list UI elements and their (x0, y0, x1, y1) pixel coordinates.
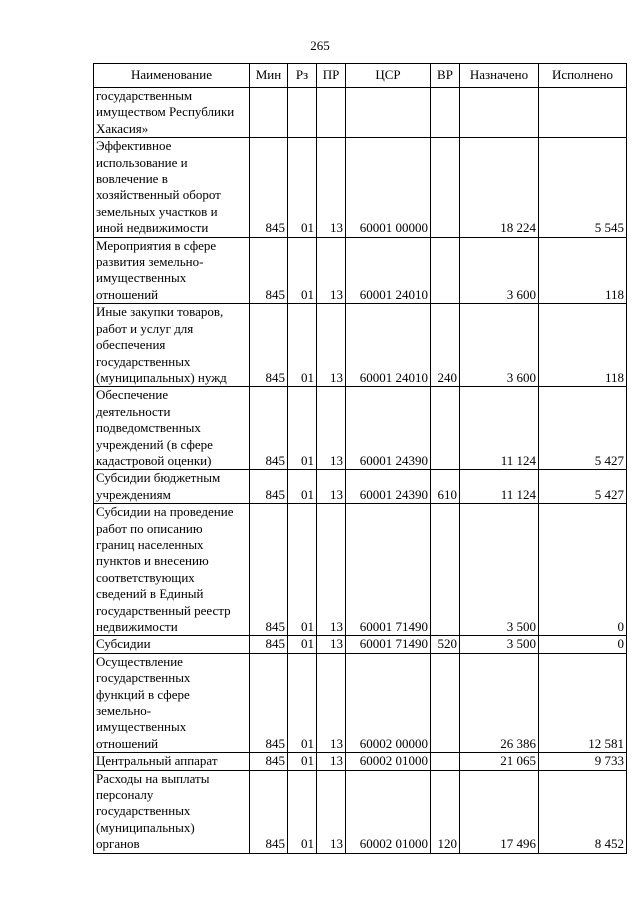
cell-csr: 60001 24010 (346, 304, 431, 387)
row-name-cell (94, 470, 250, 504)
cell-pr: 13 (317, 304, 346, 387)
cell-min: 845 (250, 387, 288, 470)
table-row (94, 504, 627, 636)
row-name-line: персоналу (96, 787, 154, 803)
row-name-line: работ по описанию (96, 520, 203, 536)
cell-csr: 60002 01000 (346, 770, 431, 853)
row-name-cell (94, 636, 250, 653)
row-name-cell (94, 237, 250, 304)
row-name-line: пунктов и внесению (96, 553, 209, 569)
cell-assigned: 21 065 (460, 753, 539, 770)
row-name-line: имуществом Республики (96, 104, 235, 120)
table-row (94, 470, 627, 504)
cell-pr: 13 (317, 470, 346, 504)
cell-csr: 60001 24390 (346, 470, 431, 504)
row-name-line: государственных (96, 353, 191, 369)
cell-rz: 01 (288, 504, 317, 636)
row-name-line: Субсидии на проведение (96, 504, 234, 520)
cell-csr: 60001 24390 (346, 387, 431, 470)
cell-rz: 01 (288, 387, 317, 470)
row-name-cell (94, 504, 250, 636)
cell-csr: 60001 71490 (346, 504, 431, 636)
cell-rz: 01 (288, 138, 317, 237)
cell-rz: 01 (288, 770, 317, 853)
cell-pr: 13 (317, 138, 346, 237)
row-name-line: Эффективное (96, 138, 172, 154)
page-number: 265 (310, 38, 330, 53)
cell-pr (317, 88, 346, 138)
row-name-line: подведомственных (96, 420, 201, 436)
row-name-line: деятельности (96, 403, 171, 419)
table-row (94, 304, 627, 387)
row-name-line: Субсидии бюджетным (96, 470, 221, 486)
cell-assigned: 18 224 (460, 138, 539, 237)
row-name-line: (муниципальных) (96, 819, 195, 835)
table-row (94, 753, 627, 770)
cell-assigned: 3 500 (460, 504, 539, 636)
table-row (94, 237, 627, 304)
row-name-line: государственным (96, 88, 193, 103)
column-header-name: Наименование (94, 64, 250, 88)
row-name-cell (94, 387, 250, 470)
row-name-cell (94, 770, 250, 853)
cell-csr (346, 88, 431, 138)
cell-rz: 01 (288, 470, 317, 504)
row-name-line: имущественных (96, 270, 187, 286)
cell-csr: 60002 00000 (346, 653, 431, 752)
budget-table (93, 63, 627, 854)
cell-rz (288, 88, 317, 138)
cell-min: 845 (250, 753, 288, 770)
cell-assigned: 11 124 (460, 387, 539, 470)
cell-vr (431, 237, 460, 304)
row-name-line: Иные закупки товаров, (96, 304, 224, 320)
row-name-line: Субсидии (96, 636, 151, 652)
cell-executed: 5 427 (539, 470, 627, 504)
cell-executed: 5 545 (539, 138, 627, 237)
table-row (94, 653, 627, 752)
cell-csr: 60001 00000 (346, 138, 431, 237)
row-name-line: земельно- (96, 703, 152, 719)
cell-vr (431, 653, 460, 752)
row-name-line: сведений в Единый (96, 586, 204, 602)
cell-vr: 120 (431, 770, 460, 853)
row-name-line: кадастровой оценки) (96, 452, 212, 468)
row-name-line: вовлечение в (96, 171, 168, 187)
cell-min: 845 (250, 653, 288, 752)
cell-executed: 8 452 (539, 770, 627, 853)
row-name-line: Хакасия» (96, 120, 149, 136)
cell-executed: 0 (539, 636, 627, 653)
row-name-line: недвижимости (96, 619, 178, 634)
cell-assigned: 11 124 (460, 470, 539, 504)
column-header-vr: ВР (431, 64, 460, 88)
cell-min: 845 (250, 237, 288, 304)
cell-min: 845 (250, 470, 288, 504)
row-name-line: имущественных (96, 719, 187, 735)
cell-rz: 01 (288, 304, 317, 387)
cell-csr: 60002 01000 (346, 753, 431, 770)
cell-assigned: 26 386 (460, 653, 539, 752)
cell-min: 845 (250, 770, 288, 853)
cell-min: 845 (250, 138, 288, 237)
table-row (94, 88, 627, 138)
cell-vr (431, 138, 460, 237)
cell-min: 845 (250, 504, 288, 636)
row-name-line: функций в сфере (96, 686, 190, 702)
cell-min: 845 (250, 636, 288, 653)
cell-vr (431, 88, 460, 138)
cell-csr: 60001 71490 (346, 636, 431, 653)
cell-vr: 610 (431, 470, 460, 504)
cell-min (250, 88, 288, 138)
row-name-line: использование и (96, 154, 188, 170)
table-row (94, 636, 627, 653)
cell-assigned: 17 496 (460, 770, 539, 853)
row-name-cell (94, 304, 250, 387)
row-name-cell (94, 753, 250, 770)
row-name-line: государственных (96, 803, 191, 819)
row-name-cell (94, 138, 250, 237)
cell-csr: 60001 24010 (346, 237, 431, 304)
row-name-cell (94, 88, 250, 138)
row-name-line: границ населенных (96, 536, 204, 552)
cell-pr: 13 (317, 504, 346, 636)
cell-executed: 0 (539, 504, 627, 636)
cell-vr: 240 (431, 304, 460, 387)
cell-rz: 01 (288, 237, 317, 304)
row-name-line: Центральный аппарат (96, 753, 218, 769)
row-name-line: учреждений (в сфере (96, 436, 213, 452)
cell-assigned: 3 600 (460, 304, 539, 387)
row-name-line: (муниципальных) нужд (96, 369, 227, 385)
column-header-pr: ПР (317, 64, 346, 88)
cell-executed (539, 88, 627, 138)
row-name-line: органов (96, 836, 140, 852)
cell-pr: 13 (317, 237, 346, 304)
row-name-line: отношений (96, 286, 159, 302)
cell-assigned: 3 500 (460, 636, 539, 653)
cell-assigned: 3 600 (460, 237, 539, 304)
row-name-line: развития земельно- (96, 254, 204, 270)
cell-vr (431, 753, 460, 770)
row-name-line: иной недвижимости (96, 220, 209, 236)
row-name-cell (94, 653, 250, 752)
cell-pr: 13 (317, 653, 346, 752)
cell-min: 845 (250, 304, 288, 387)
cell-executed: 12 581 (539, 653, 627, 752)
cell-pr: 13 (317, 636, 346, 653)
cell-pr: 13 (317, 387, 346, 470)
cell-rz: 01 (288, 753, 317, 770)
cell-rz: 01 (288, 653, 317, 752)
cell-assigned (460, 88, 539, 138)
row-name-line: Расходы на выплаты (96, 770, 210, 786)
row-name-line: Обеспечение (96, 387, 169, 403)
column-header-assigned: Назначено (460, 64, 539, 88)
cell-rz: 01 (288, 636, 317, 653)
cell-vr (431, 387, 460, 470)
column-header-executed: Исполнено (539, 64, 627, 88)
row-name-line: государственных (96, 670, 191, 686)
row-name-line: обеспечения (96, 337, 166, 353)
table-row (94, 138, 627, 237)
row-name-line: земельных участков и (96, 203, 218, 219)
cell-vr: 520 (431, 636, 460, 653)
table-header-row (94, 64, 627, 88)
column-header-csr: ЦСР (346, 64, 431, 88)
cell-executed: 5 427 (539, 387, 627, 470)
row-name-line: государственный реестр (96, 602, 231, 618)
cell-vr (431, 504, 460, 636)
row-name-line: Осуществление (96, 653, 183, 669)
row-name-line: соответствующих (96, 569, 195, 585)
row-name-line: хозяйственный оборот (96, 187, 221, 203)
column-header-rz: Рз (288, 64, 317, 88)
cell-executed: 9 733 (539, 753, 627, 770)
column-header-min: Мин (250, 64, 288, 88)
table-row (94, 387, 627, 470)
cell-pr: 13 (317, 753, 346, 770)
cell-pr: 13 (317, 770, 346, 853)
row-name-line: Мероприятия в сфере (96, 237, 217, 253)
row-name-line: учреждениям (96, 486, 171, 502)
cell-executed: 118 (539, 304, 627, 387)
table-body (94, 88, 627, 854)
row-name-line: отношений (96, 735, 159, 751)
row-name-line: работ и услуг для (96, 320, 194, 336)
table-row (94, 770, 627, 853)
cell-executed: 118 (539, 237, 627, 304)
